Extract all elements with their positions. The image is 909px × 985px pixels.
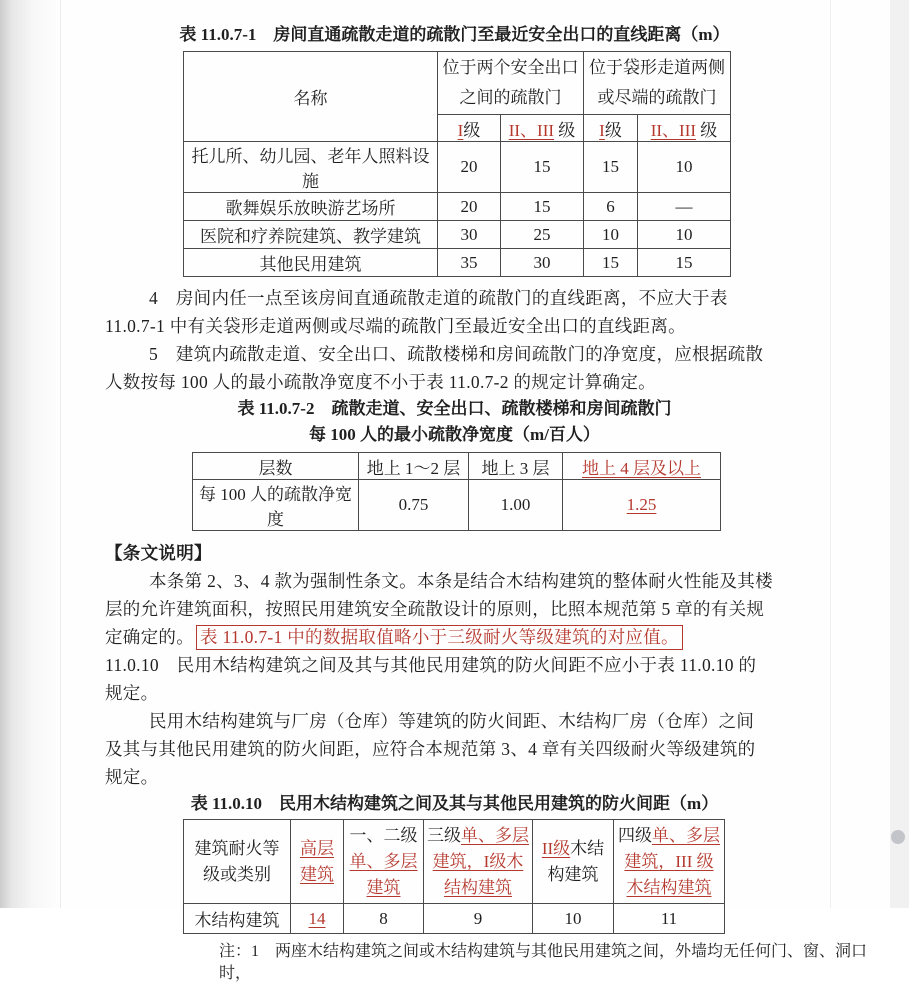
grade-roman: I bbox=[599, 120, 605, 140]
data-cell: 15 bbox=[501, 193, 584, 221]
header-cell-grade1 bbox=[438, 115, 501, 142]
paragraph-line: 11.0.7-1 中有关袋形走道两侧或尽端的疏散门至最近安全出口的直线距离。 bbox=[105, 316, 686, 336]
row-label-cell: 歌舞娱乐放映游艺场所 bbox=[184, 193, 438, 221]
data-cell: 11 bbox=[614, 904, 725, 934]
grade-suffix: 级 bbox=[696, 120, 718, 140]
paragraph-line: 规定。 bbox=[105, 767, 159, 787]
header-cell-grade23 bbox=[501, 115, 584, 142]
table-row bbox=[193, 480, 721, 531]
paragraph-text: 定确定的。 bbox=[105, 627, 194, 647]
paragraph-line: 本条第 2、3、4 款为强制性条文。本条是结合木结构建筑的整体耐火性能及其楼 bbox=[149, 571, 773, 591]
header-line: 位于袋形走道两侧 bbox=[589, 58, 725, 77]
header-text-highlighted: II级 bbox=[541, 838, 571, 858]
paragraph-line: 人数按每 100 人的最小疏散净宽度不小于表 11.0.7-2 的规定计算确定。 bbox=[105, 372, 656, 392]
table-row bbox=[184, 142, 731, 193]
table-row bbox=[184, 249, 731, 277]
table-row bbox=[193, 453, 721, 480]
grade-suffix: 级 bbox=[604, 120, 622, 140]
gray-dot-marker bbox=[891, 830, 905, 844]
data-cell: — bbox=[638, 193, 731, 221]
right-page-margin bbox=[890, 0, 909, 908]
grade-suffix: 级 bbox=[554, 120, 576, 140]
header-cell-category bbox=[184, 820, 291, 904]
header-cell: 层数 bbox=[193, 453, 359, 480]
grade-roman: II、III bbox=[508, 120, 555, 140]
header-cell-dead-end bbox=[584, 52, 731, 115]
paragraph-line: 及其与其他民用建筑的防火间距，应符合本规范第 3、4 章有关四级耐火等级建筑的 bbox=[105, 739, 756, 759]
clause-11-0-10-line: 11.0.10 民用木结构建筑之间及其与其他民用建筑的防火间距不应小于表 11.0.10 的 bbox=[105, 655, 757, 675]
grade-roman: II、III bbox=[650, 120, 697, 140]
highlight-box: 表 11.0.7-1 中的数据取值略小于三级耐火等级建筑的对应值。 bbox=[196, 625, 683, 650]
header-cell-grade1 bbox=[584, 115, 638, 142]
header-cell-grade3 bbox=[424, 820, 533, 904]
data-cell: 15 bbox=[638, 249, 731, 277]
grade-roman: I bbox=[457, 120, 464, 140]
header-text: 三级 bbox=[427, 825, 461, 845]
data-cell: 10 bbox=[584, 221, 638, 249]
table-row bbox=[184, 221, 731, 249]
header-cell-grade23 bbox=[638, 115, 731, 142]
header-text: 木结构建筑 bbox=[547, 838, 605, 884]
data-cell: 15 bbox=[584, 249, 638, 277]
paragraph-line: 5 建筑内疏散走道、安全出口、疏散楼梯和房间疏散门的净宽度，应根据疏散 bbox=[149, 344, 764, 364]
data-cell: 10 bbox=[533, 904, 614, 934]
data-cell: 30 bbox=[501, 249, 584, 277]
table-11-0-10 bbox=[183, 819, 725, 934]
header-cell: 地上 1～2 层 bbox=[359, 453, 469, 480]
explanation-heading: 【条文说明】 bbox=[105, 543, 212, 563]
data-cell: 10 bbox=[638, 142, 731, 193]
header-text: 四级 bbox=[618, 825, 652, 845]
grade-suffix: 级 bbox=[463, 120, 481, 140]
data-cell: 1.00 bbox=[469, 480, 563, 531]
table-row bbox=[184, 193, 731, 221]
data-cell: 6 bbox=[584, 193, 638, 221]
table-11-0-7-2-title: 表 11.0.7-2 疏散走道、安全出口、疏散楼梯和房间疏散门 bbox=[237, 399, 672, 418]
paragraph-line bbox=[105, 623, 817, 651]
row-label-cell: 其他民用建筑 bbox=[184, 249, 438, 277]
table-11-0-7-1 bbox=[183, 51, 731, 277]
table-11-0-7-1-title: 表 11.0.7-1 房间直通疏散走道的疏散门至最近安全出口的直线距离（m） bbox=[179, 25, 730, 44]
data-cell: 8 bbox=[344, 904, 424, 934]
header-line: 级或类别 bbox=[203, 864, 271, 884]
data-cell: 30 bbox=[438, 221, 501, 249]
data-cell: 20 bbox=[438, 142, 501, 193]
data-cell: 20 bbox=[438, 193, 501, 221]
table-11-0-10-title: 表 11.0.10 民用木结构建筑之间及其与其他民用建筑的防火间距（m） bbox=[190, 794, 719, 813]
data-cell: 9 bbox=[424, 904, 533, 934]
header-cell-two-exits bbox=[438, 52, 584, 115]
paragraph-line: 4 房间内任一点至该房间直通疏散走道的疏散门的直线距离，不应大于表 bbox=[149, 288, 728, 308]
header-cell-grade2-timber bbox=[533, 820, 614, 904]
header-line: 之间的疏散门 bbox=[459, 88, 562, 107]
header-line: 位于两个安全出口 bbox=[442, 58, 579, 77]
header-cell: 地上 3 层 bbox=[469, 453, 563, 480]
header-cell-grade12 bbox=[344, 820, 424, 904]
data-cell: 0.75 bbox=[359, 480, 469, 531]
header-text-highlighted: 单、多层建筑 bbox=[349, 851, 418, 897]
row-label-cell: 托儿所、幼儿园、老年人照料设施 bbox=[184, 142, 438, 193]
header-cell-name: 名称 bbox=[184, 52, 438, 142]
table-11-0-7-2-subtitle: 每 100 人的最小疏散净宽度（m/百人） bbox=[309, 425, 600, 444]
header-cell-highlighted: 地上 4 层及以上 bbox=[563, 453, 721, 480]
row-label-cell: 医院和疗养院建筑、教学建筑 bbox=[184, 221, 438, 249]
data-cell: 10 bbox=[638, 221, 731, 249]
row-label-cell: 木结构建筑 bbox=[184, 904, 291, 934]
header-line: 或尽端的疏散门 bbox=[597, 88, 717, 107]
paragraph-line: 民用木结构建筑与厂房（仓库）等建筑的防火间距、木结构厂房（仓库）之间 bbox=[149, 711, 755, 731]
footnote: 注：1 两座木结构建筑之间或木结构建筑与其他民用建筑之间，外墙均无任何门、窗、洞口时， bbox=[219, 943, 868, 982]
data-cell-highlighted: 1.25 bbox=[563, 480, 721, 531]
table-11-0-7-2 bbox=[192, 452, 721, 531]
header-text-highlighted: 单、多层建筑，III 级木结构建筑 bbox=[624, 825, 720, 897]
data-cell-highlighted: 14 bbox=[291, 904, 344, 934]
header-cell-highrise: 高层建筑 bbox=[291, 820, 344, 904]
table-row bbox=[184, 904, 725, 934]
paragraph-line: 规定。 bbox=[105, 683, 159, 703]
data-cell: 15 bbox=[501, 142, 584, 193]
header-cell-grade4 bbox=[614, 820, 725, 904]
header-line: 建筑耐火等 bbox=[194, 838, 280, 858]
data-cell: 15 bbox=[584, 142, 638, 193]
paragraph-line: 层的允许建筑面积，按照民用建筑安全疏散设计的原则，比照本规范第 5 章的有关规 bbox=[105, 599, 765, 619]
row-label-cell: 每 100 人的疏散净宽度 bbox=[193, 480, 359, 531]
data-cell: 25 bbox=[501, 221, 584, 249]
header-text: 一、二级 bbox=[349, 825, 418, 845]
data-cell: 35 bbox=[438, 249, 501, 277]
header-text-highlighted: 单、多层建筑，I级木结构建筑 bbox=[432, 825, 529, 897]
